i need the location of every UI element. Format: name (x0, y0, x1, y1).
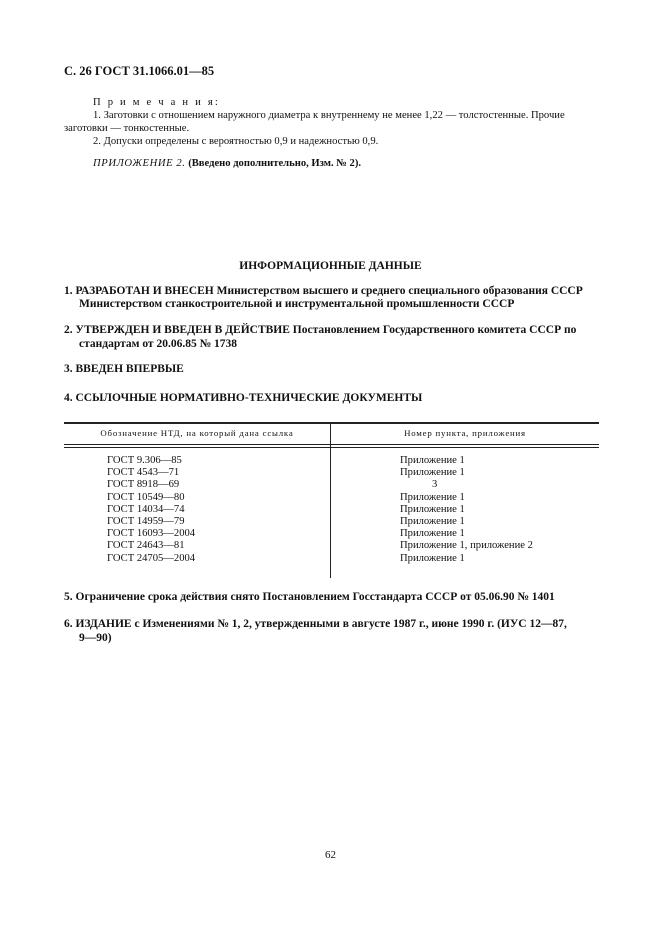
appendix-note (93, 158, 361, 169)
table-doc-cell: ГОСТ 10549—80 (107, 491, 185, 503)
table-col2-header: Номер пункта, приложения (404, 428, 526, 438)
section-3: 3. ВВЕДЕН ВПЕРВЫЕ (64, 363, 184, 375)
table-col1-header: Обозначение НТД, на который дана ссылка (100, 428, 294, 438)
appendix-label: ПРИЛОЖЕНИЕ 2. (93, 158, 186, 169)
table-doc-cell: ГОСТ 9.306—85 (107, 455, 182, 466)
table-ref-cell: Приложение 1 (400, 528, 465, 540)
note-2: 2. Допуски определены с вероятностью 0,9 и надежностью 0,9. (93, 136, 379, 147)
section-2-line-2: стандартам от 20.06.85 № 1738 (79, 338, 238, 350)
table-ref-cell: Приложение 1 (400, 503, 465, 515)
table-ref-cell: Приложение 1 (400, 467, 465, 479)
table-doc-cell: ГОСТ 14034—74 (107, 503, 185, 515)
table-ref-cell: Приложение 1 (400, 455, 465, 466)
page-header: С. 26 ГОСТ 31.1066.01—85 (64, 64, 215, 78)
section-1-line-2: Министерством станкостроительной и инструментальной промышленности СССР (79, 298, 515, 310)
note-1-line-1: 1. Заготовки с отношением наружного диаметра к внутреннему не менее 1,22 — толстостенные. Прочие (93, 110, 565, 121)
table-doc-cell: ГОСТ 24643—81 (107, 540, 185, 552)
section-5: 5. Ограничение срока действия снято Постановлением Госстандарта СССР от 05.06.90 № 1401 (64, 591, 555, 603)
table-column-divider (330, 422, 331, 578)
section-6-line-1: 6. ИЗДАНИЕ с Изменениями № 1, 2, утвержденными в августе 1987 г., июне 1990 г. (ИУС 12—87, (64, 618, 567, 630)
table-doc-cell: ГОСТ 24705—2004 (107, 552, 196, 564)
notes-heading: П р и м е ч а н и я: (93, 97, 221, 108)
table-doc-cell: ГОСТ 4543—71 (107, 467, 180, 479)
table-doc-cell: ГОСТ 16093—2004 (107, 528, 196, 540)
note-1-line-2: заготовки — тонкостенные. (64, 123, 190, 134)
section-1-line-1: 1. РАЗРАБОТАН И ВНЕСЕН Министерством высшего и среднего специального образования СССР (64, 285, 583, 297)
info-title: ИНФОРМАЦИОННЫЕ ДАННЫЕ (239, 260, 422, 272)
table-doc-cell: ГОСТ 14959—79 (107, 516, 185, 528)
section-6-line-2: 9—90) (79, 632, 112, 644)
section-2-line-1: 2. УТВЕРЖДЕН И ВВЕДЕН В ДЕЙСТВИЕ Постановлением Государственного комитета СССР по (64, 324, 577, 336)
page-number: 62 (325, 849, 336, 861)
table-ref-column (400, 455, 533, 565)
table-ref-cell: Приложение 1 (400, 491, 465, 503)
appendix-text: (Введено дополнительно, Изм. № 2). (188, 158, 362, 169)
table-ref-cell: Приложение 1 (400, 516, 465, 528)
section-4: 4. ССЫЛОЧНЫЕ НОРМАТИВНО-ТЕХНИЧЕСКИЕ ДОКУМЕНТЫ (64, 392, 423, 404)
table-doc-column (107, 455, 195, 565)
table-ref-cell: Приложение 1 (400, 552, 465, 564)
table-ref-cell: 3 (432, 479, 438, 491)
table-ref-cell: Приложение 1, приложение 2 (400, 540, 533, 552)
table-header-rule-1 (64, 444, 599, 445)
table-top-rule (64, 422, 599, 424)
table-header-rule-2 (64, 447, 599, 448)
table-doc-cell: ГОСТ 8918—69 (107, 479, 180, 491)
